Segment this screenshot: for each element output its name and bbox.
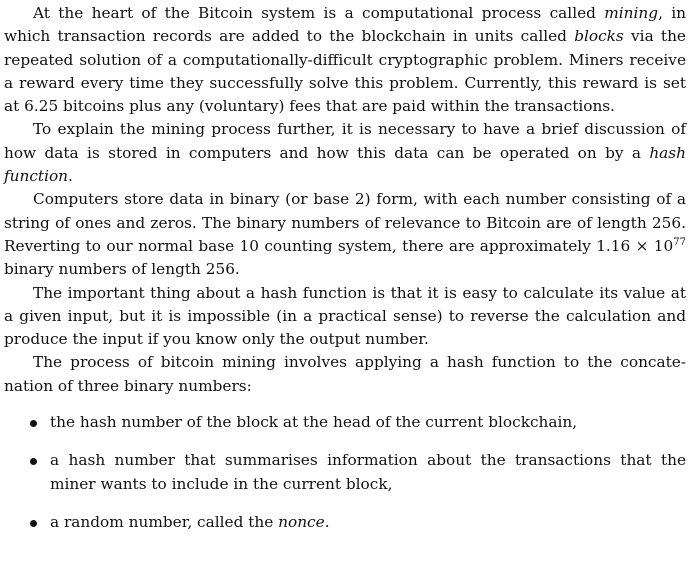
bullet-icon [30,520,37,527]
text-segment: a hash number that summarises information about the transactions that the miner wants to include in the current block, [50,451,686,493]
text-segment: . [324,512,330,531]
text-segment: Computers store data in binary (or base 2) form, with each number consisting of a string of ones and zeros. The binary numbers of relevance to Bitcoin are of length 256. Reverting to our normal base 10 counting system, there are approximately 1.16 × 10 [4,190,686,255]
paragraph [4,351,686,398]
text-segment: binary numbers of length 256. [4,260,240,279]
list-item [4,511,686,534]
text-segment: At the heart of the Bitcoin system is a computational process called [33,4,605,22]
paragraph [4,282,686,352]
text-segment: via the repeated solution of a computationally-difficult cryptographic problem. Miners receive a reward every time they successfully solve this problem. Currently, this reward is set at 6.25 bitcoins plus any (voluntary) fees that are paid within the transactions. [4,27,686,116]
italic-term: hash function [4,143,686,186]
text-segment: , in which transaction records are added to the blockchain in units called [4,4,686,46]
list-item [4,411,686,434]
text-segment: a random number, called the [50,512,279,531]
bullet-icon [30,420,37,427]
body-text [4,2,686,398]
list-item [4,449,686,496]
superscript: 77 [673,236,686,248]
text-segment: To explain the mining process further, it is necessary to have a brief discussion of how data is stored in computers and how this data can be operated on by a [4,120,686,162]
italic-term: nonce [278,512,325,531]
text-segment: The important thing about a hash function is that it is easy to calculate its value at a given input, but it is impossible (in a practical sense) to reverse the calculation and produce the input if you know only the output number. [4,283,686,349]
text-segment: The process of bitcoin mining involves applying a hash function to the concatenation of three binary numbers: [4,353,686,395]
paragraph [4,2,686,118]
text-segment: the hash number of the block at the head of the current blockchain, [50,413,578,432]
italic-term: blocks [574,27,624,46]
bullet-list [4,411,686,534]
paragraph [4,118,686,188]
bullet-icon [30,458,37,465]
italic-term: mining [604,4,659,22]
document-page [4,2,686,534]
text-segment: . [68,167,73,186]
paragraph [4,188,686,281]
